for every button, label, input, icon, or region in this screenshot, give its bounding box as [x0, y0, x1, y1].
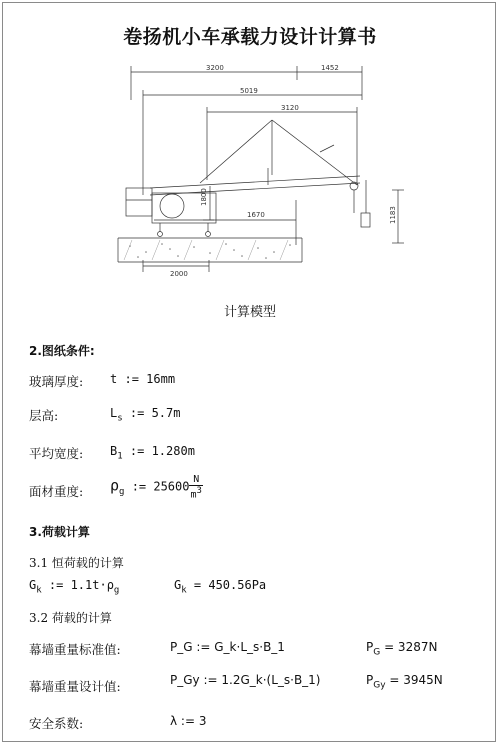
diagram-caption: 计算模型 — [223, 305, 276, 320]
curtain-wall-design-result: $P_{Gy} = 3945N$ — [366, 673, 443, 691]
material-density-label: 面材重度: — [29, 484, 84, 499]
dim-1800: 1800 — [200, 188, 208, 206]
safety-factor-expr: λ := 3 — [170, 714, 207, 728]
avg-width-label: 平均宽度: — [29, 446, 84, 461]
gk-definition: $G_k$ := $1.1t\cdot\rho_g$ — [29, 578, 120, 596]
dim-2000: 2000 — [170, 270, 188, 278]
safety-factor-label: 安全系数: — [29, 716, 84, 731]
curtain-wall-standard-def: P_G := G_k·L_s·B_1 — [170, 640, 285, 654]
calculation-model-diagram — [0, 0, 500, 300]
dim-1670: 1670 — [247, 211, 265, 219]
dim-3200: 3200 — [206, 64, 224, 72]
floor-height-label: 层高: — [29, 408, 59, 423]
curtain-wall-standard-result: $P_G = 3287N$ — [366, 640, 438, 658]
subsection-3-2: 3.2 荷载的计算 — [29, 611, 112, 625]
dim-1452: 1452 — [321, 64, 339, 72]
curtain-wall-design-label: 幕墙重量设计值: — [29, 679, 121, 694]
curtain-wall-design-def: P_Gy := 1.2G_k·(L_s·B_1) — [170, 673, 321, 687]
dim-1183: 1183 — [389, 206, 397, 224]
dim-3120: 3120 — [281, 104, 299, 112]
avg-width-expr: $B_1$ := 1.280m — [110, 444, 195, 462]
section-3-heading: 3.荷载计算 — [29, 525, 90, 539]
dim-5019: 5019 — [240, 87, 258, 95]
section-2-heading: 2.图纸条件: — [29, 344, 95, 358]
material-density-expr: $\rho_g$ := 25600 $\frac{N}{m^3}$ — [110, 474, 202, 501]
gk-result: $G_k = 450.56Pa$ — [174, 578, 267, 596]
glass-thickness-label: 玻璃厚度: — [29, 374, 84, 389]
curtain-wall-standard-label: 幕墙重量标准值: — [29, 642, 121, 657]
glass-thickness-expr: t := 16mm — [110, 372, 176, 386]
document-title: 卷扬机小车承载力设计计算书 — [123, 26, 377, 48]
subsection-3-1: 3.1 恒荷载的计算 — [29, 556, 124, 570]
floor-height-expr: $L_s$ := 5.7m — [110, 406, 181, 424]
